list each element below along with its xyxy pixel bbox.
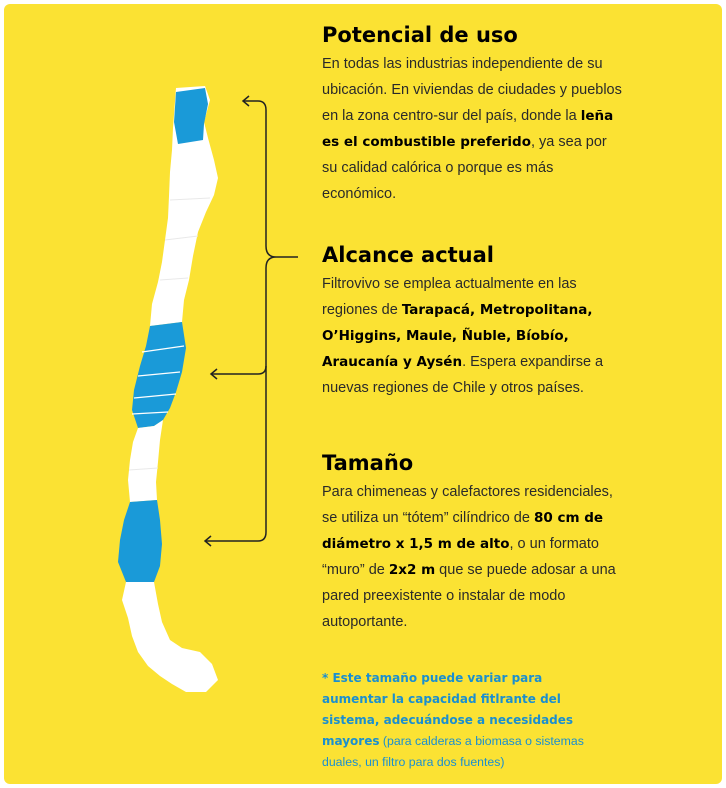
tamano-text-3: que se puede adosar a una pared preexistente o instalar de modo autoportante. — [322, 562, 616, 630]
note-text: (para calderas a biomasa o sistemas duales, un filtro para dos fuentes) — [322, 734, 584, 769]
section-potencial — [322, 22, 622, 207]
potencial-text-1: En todas las industrias independiente de su ubicación. En viviendas de ciudades y pueblos en la zona centro-sur del país, donde la — [322, 56, 622, 124]
size-footnote — [322, 668, 594, 773]
tamano-text-1: Para chimeneas y calefactores residenciales, se utiliza un “tótem” cilíndrico de — [322, 484, 613, 526]
tamano-bold-1: 80 cm de diámetro x 1,5 m de alto — [322, 510, 604, 552]
map-far-south-regions — [122, 582, 218, 692]
map-south-central-regions — [128, 420, 163, 502]
chile-map — [0, 0, 300, 788]
section-tamano — [322, 450, 622, 635]
tamano-title: Tamaño — [322, 451, 414, 475]
potencial-title: Potencial de uso — [322, 23, 518, 47]
alcance-body — [322, 271, 622, 401]
note-bold: * Este tamaño puede variar para aumentar la capacidad fitlrante del sistema, adecuándose a necesidades mayores — [322, 671, 574, 748]
alcance-text-2: . Espera expandirse a nuevas regiones de Chile y otros países. — [322, 354, 604, 396]
section-alcance — [322, 242, 622, 401]
potencial-body — [322, 51, 622, 207]
tamano-text-2: , o un formato “muro” de — [322, 536, 599, 578]
map-region-tarapaca — [174, 88, 208, 144]
potencial-bold-1: leña es el combustible preferido — [322, 108, 614, 150]
map-region-aysen — [118, 500, 162, 586]
potencial-text-2: , ya sea por su calidad calórica o porque es más económico. — [322, 134, 607, 202]
tamano-body — [322, 479, 622, 635]
alcance-title: Alcance actual — [322, 243, 494, 267]
alcance-bold-1: Tarapacá, Metropolitana, O’Higgins, Maule, Ñuble, Bíobío, Araucanía y Aysén — [322, 302, 593, 370]
tamano-bold-2: 2x2 m — [388, 562, 436, 578]
alcance-text-1: Filtrovivo se emplea actualmente en las regiones de — [322, 276, 577, 318]
